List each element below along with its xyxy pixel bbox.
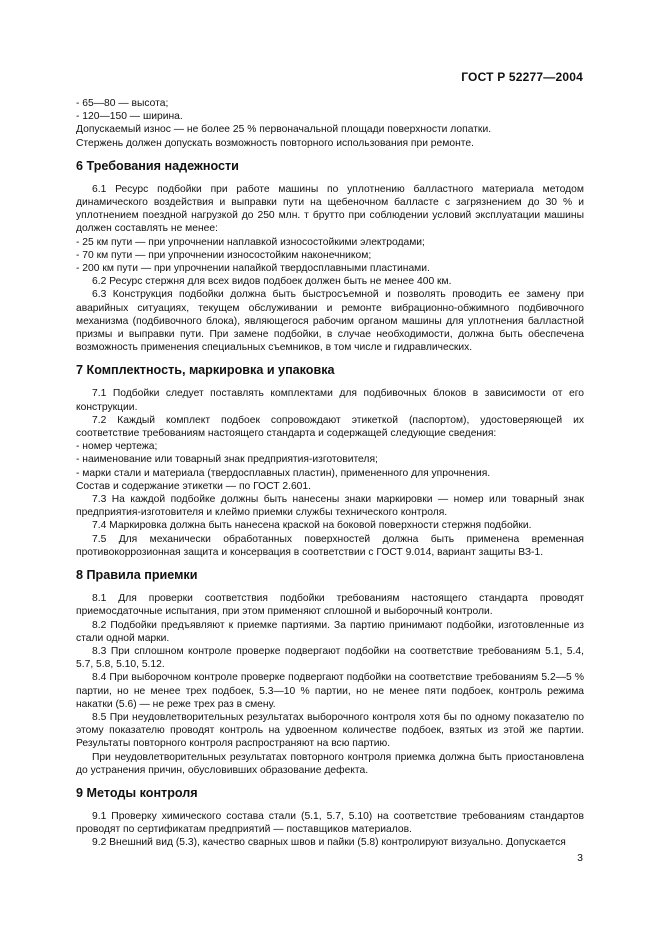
- document-body: [76, 97, 584, 850]
- clause-8-1: 8.1 Для проверки соответствия подбойки требованиям настоящего стандарта проводят приемосдаточные испытания, при этом применяют сплошной и выборочный контроли.: [76, 593, 584, 618]
- clause-8-3: 8.3 При сплошном контроле проверке подвергают подбойки на соответствие требованиям 5.1, 5.4, 5.7, 5.8, 5.10, 5.12.: [76, 645, 584, 671]
- section-6-heading: 6 Требования надежности: [76, 158, 239, 173]
- clause-7-4: 7.4 Маркировка должна быть нанесена краской на боковой поверхности стержня подбойки.: [92, 520, 532, 532]
- intro-line-1: - 65—80 — высота;: [76, 98, 169, 109]
- section-8-heading: 8 Правила приемки: [76, 568, 198, 583]
- clause-9-2: 9.2 Внешний вид (5.3), качество сварных швов и пайки (5.8) контролируют визуально. Допускается: [92, 837, 566, 849]
- clause-8-4: 8.4 При выборочном контроле проверке подвергают подбойки на соответствие требованиям 5.2—5 % партии, но не менее трех подбоек, 5.3—10 % партии, но не менее пяти подбоек, контроль режима накатки (5.6) — не реже трех раз в смену.: [76, 672, 584, 710]
- intro-line-3: Допускаемый износ — не более 25 % первоначальной площади поверхности лопатки.: [76, 124, 492, 136]
- clause-6-1-item-2: - 70 км пути — при упрочнении износостойким наконечником;: [76, 249, 372, 261]
- document-header: ГОСТ Р 52277—2004: [461, 70, 583, 84]
- clause-7-2: 7.2 Каждый комплект подбоек сопровождают этикеткой (паспортом), удостоверяющей их соответствие требованиям настоящего стандарта и содержащей следующие сведения:: [76, 414, 584, 440]
- clause-7-2-item-2: - наименование или товарный знак предприятия-изготовителя;: [76, 454, 378, 466]
- clause-7-5: 7.5 Для механически обработанных поверхностей должна быть применена временная противокоррозионная защита и консервация в соответствии с ГОСТ 9.014, вариант защиты ВЗ-1.: [76, 533, 584, 558]
- section-7-heading: 7 Комплектность, маркировка и упаковка: [76, 363, 335, 378]
- clause-6-1-item-3: - 200 км пути — при упрочнении напайкой твердосплавными пластинами.: [76, 263, 430, 275]
- clause-8-2: 8.2 Подбойки предъявляют к приемке партиями. За партию принимают подбойки, изготовленные из стали одной марки.: [76, 619, 584, 644]
- clause-7-2-item-3: - марки стали и материала (твердосплавных пластин), примененного для упрочнения.: [76, 467, 491, 479]
- page-number: 3: [577, 852, 583, 864]
- section-9-heading: 9 Методы контроля: [76, 785, 198, 800]
- clause-6-2: 6.2 Ресурс стержня для всех видов подбоек должен быть не менее 400 км.: [92, 276, 452, 288]
- clause-7-1: 7.1 Подбойки следует поставлять комплектами для подбивочных блоков в зависимости от его конструкции.: [76, 388, 584, 413]
- clause-8-5-continuation: При неудовлетворительных результатах повторного контроля приемка должна быть приостановлена до устранения причин, обусловивших образование дефекта.: [76, 751, 584, 776]
- clause-7-2-item-1: - номер чертежа;: [76, 441, 158, 453]
- clause-9-1: 9.1 Проверку химического состава стали (5.1, 5.7, 5.10) на соответствие требованиям стандартов проводят по сертификатам предприятий — поставщиков материалов.: [76, 810, 584, 836]
- clause-7-2-item-4: Состав и содержание этикетки — по ГОСТ 2.601.: [76, 480, 311, 492]
- clause-8-5: 8.5 При неудовлетворительных результатах выборочного контроля хотя бы по одному показателю по этому показателю проводят контроль на удвоенном количестве подбоек, взятых из этой же партии. Результаты повторного контроля распространяют на всю партию.: [76, 711, 584, 750]
- clause-7-3: 7.3 На каждой подбойке должны быть нанесены знаки маркировки — номер или товарный знак предприятия-изготовителя и клеймо приемки службы технического контроля.: [76, 494, 584, 519]
- clause-6-1-item-1: - 25 км пути — при упрочнении наплавкой износостойкими электродами;: [76, 236, 425, 248]
- intro-line-2: - 120—150 — ширина.: [76, 111, 183, 123]
- intro-line-4: Стержень должен допускать возможность повторного использования при ремонте.: [76, 137, 474, 149]
- clause-6-1: 6.1 Ресурс подбойки при работе машины по уплотнению балластного материала методом динамического воздействия и выправки пути на щебеночном балласте с загрязнением до 30 % и уплотнением поездной нагрузкой до 250 млн. т брутто при соблюдении условий эксплуатации машины должен составлять не менее:: [76, 183, 584, 235]
- clause-6-3: 6.3 Конструкция подбойки должна быть быстросъемной и позволять проводить ее замену при аварийных ситуациях, текущем обслуживании и ремонте вибрационно-обжимного подбивочного механизма (подбивочного блока), являющегося рабочим органом машины для уплотнения балластной призмы и выправки пути. При замене подбойки, в случае необходимости, должна быть обеспечена возможность применения специальных съемников, в том числе и гидравлических.: [76, 289, 584, 354]
